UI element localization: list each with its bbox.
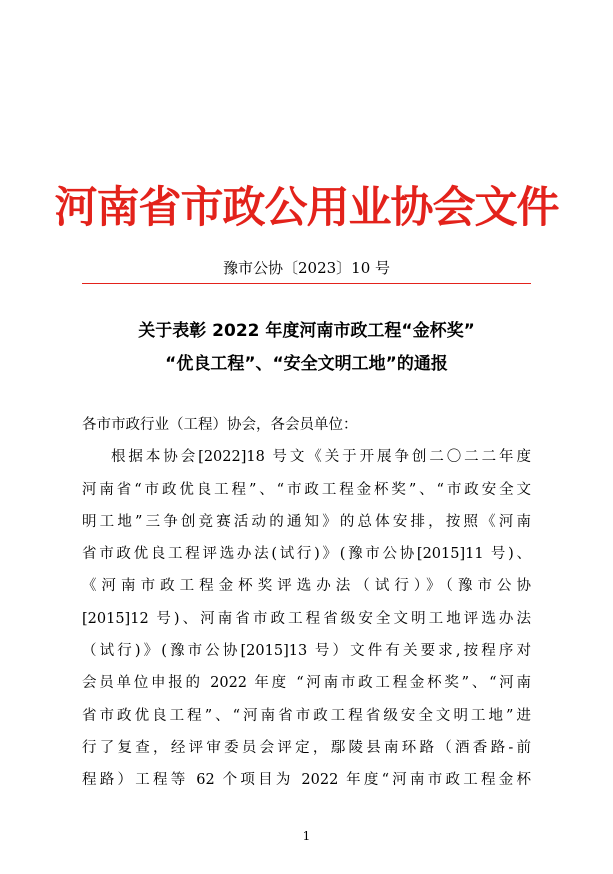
red-separator-line [82,283,531,284]
body-line: 行了复查，经评审委员会评定，鄢陵县南环路（酒香路-前 [82,739,531,756]
body-line: （试行)》(豫市公协[2015]13 号）文件有关要求,按程序对 [82,643,531,660]
body-line: [2015]12 号)、河南省市政工程省级安全文明工地评选办法 [82,610,531,627]
notice-title-line-1: 关于表彰 2022 年度河南市政工程“金杯奖” [138,321,475,341]
body-line: 程路）工程等 62 个项目为 2022 年度“河南市政工程金杯 [82,772,531,789]
page-number: 1 [302,829,311,843]
body-text [82,409,531,797]
body-line: 明工地”三争创竞赛活动的通知》的总体安排，按照《河南 [82,513,531,530]
body-line: 会员单位申报的 2022 年度 “河南市政工程金杯奖”、“河南 [82,675,531,692]
masthead-title: 河南省市政公用业协会文件 [54,183,559,233]
notice-title-line-2: “优良工程”、“安全文明工地”的通报 [165,354,448,374]
body-line: 根据本协会[2022]18 号文《关于开展争创二〇二二年度 [111,449,531,466]
document-number: 豫市公协〔2023〕10 号 [222,259,391,277]
body-line: 《河南市政工程金杯奖评选办法（试行）》（豫市公协 [82,578,531,595]
salutation: 各市市政行业（工程）协会，各会员单位： [82,417,358,433]
body-line: 省市政优良工程评选办法(试行)》(豫市公协[2015]11 号)、 [82,546,531,563]
body-line: 省市政优良工程”、“河南省市政工程省级安全文明工地”进 [82,707,531,724]
body-line: 河南省“市政优良工程”、“市政工程金杯奖”、“市政安全文 [82,481,531,498]
